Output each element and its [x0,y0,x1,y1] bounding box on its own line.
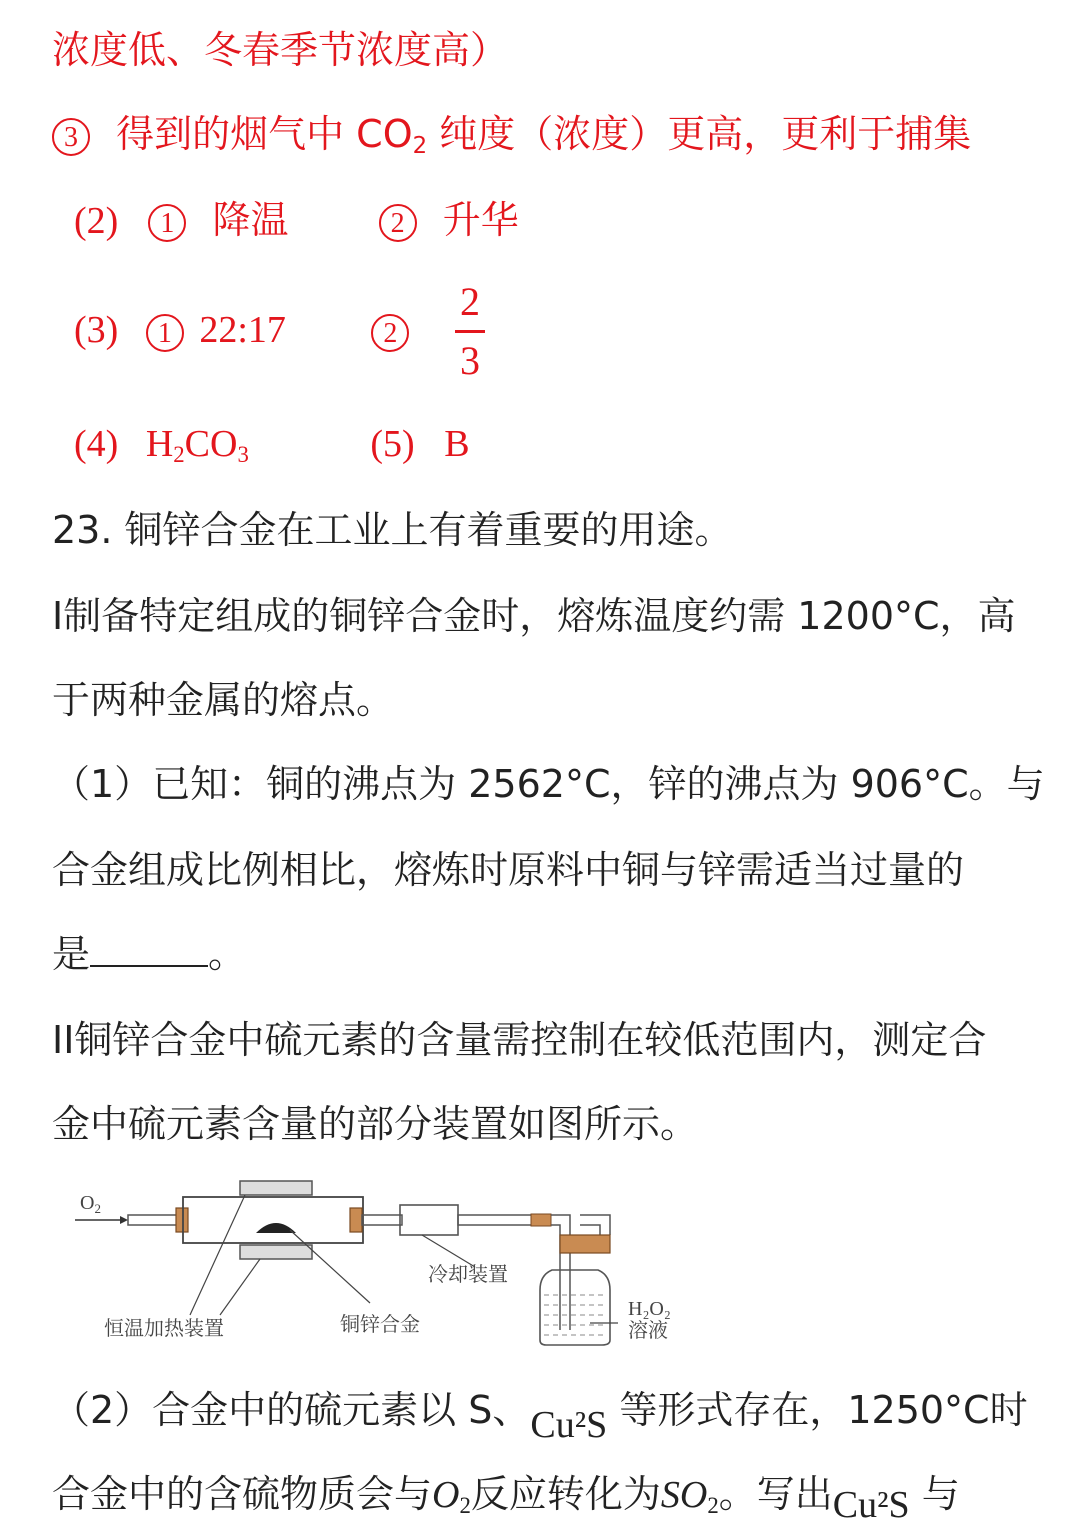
part2-line-1: II铜锌合金中硫元素的含量需控制在较低范围内，测定合 [52,1018,987,1062]
cooling-device [400,1205,458,1235]
sub1-line-3: 是 。 [52,932,247,976]
cooler-label: 冷却装置 [428,1264,508,1286]
answer-line-2: 3 得到的烟气中 $CO_2$ 纯度（浓度）更高，更利于捕集 [52,112,971,168]
sub1-line-2: 合金组成比例相比，熔炼时原料中铜与锌需适当过量的 [52,848,965,892]
question-title: 23. 铜锌合金在工业上有着重要的用途。 [52,508,733,552]
o2-label: $O_2$ [80,1192,101,1216]
heater-label: 恒温加热装置 [104,1318,224,1340]
fraction-numerator: 2 [460,279,480,324]
h2o2-label: H₂O₂ [628,1298,671,1320]
sub2-line-1: （2）合金中的硫元素以 S、Cu²S 等形式存在，1250°C时 [52,1388,1028,1446]
answer-blank[interactable] [90,935,208,967]
sub2-line-2: 合金中的含硫物质会与$O_2$反应转化为$SO_2$。写出Cu²S 与 [52,1472,960,1526]
arrow-icon [120,1216,128,1224]
alloy-sample [256,1223,296,1233]
answer-q4-q5: (4) $H_2CO_3$ (5) B [74,423,470,467]
reaction-tube [183,1197,363,1243]
gas-bottle [540,1270,610,1345]
circled-number: 2 [379,204,417,242]
heater-bottom [240,1245,312,1259]
circled-number: 1 [148,204,186,242]
answer-line-1: 浓度低、冬春季节浓度高） [52,28,509,72]
solution-label: 溶液 [628,1320,668,1342]
answer-q2: (2) 1 降温 2 升华 [74,198,519,242]
fraction-answer [455,279,485,383]
heater-top [240,1181,312,1195]
circled-number: 3 [52,118,90,156]
alloy-label: 铜锌合金 [340,1314,420,1336]
part2-line-2: 金中硫元素含量的部分装置如图所示。 [52,1102,699,1146]
fraction-bar [455,330,485,333]
part1-line-1: I制备特定组成的铜锌合金时，熔炼温度约需 1200°C，高 [52,594,1016,638]
sub1-line-1: （1）已知：铜的沸点为 2562°C，锌的沸点为 906°C。与 [52,762,1045,806]
circled-number: 2 [371,314,409,352]
fraction-denominator: 3 [460,338,480,383]
circled-number: 1 [146,314,184,352]
apparatus-diagram [70,1175,690,1355]
answer-q3: (3) 1 22:17 2 [74,308,409,352]
part1-line-2: 于两种金属的熔点。 [52,678,395,722]
